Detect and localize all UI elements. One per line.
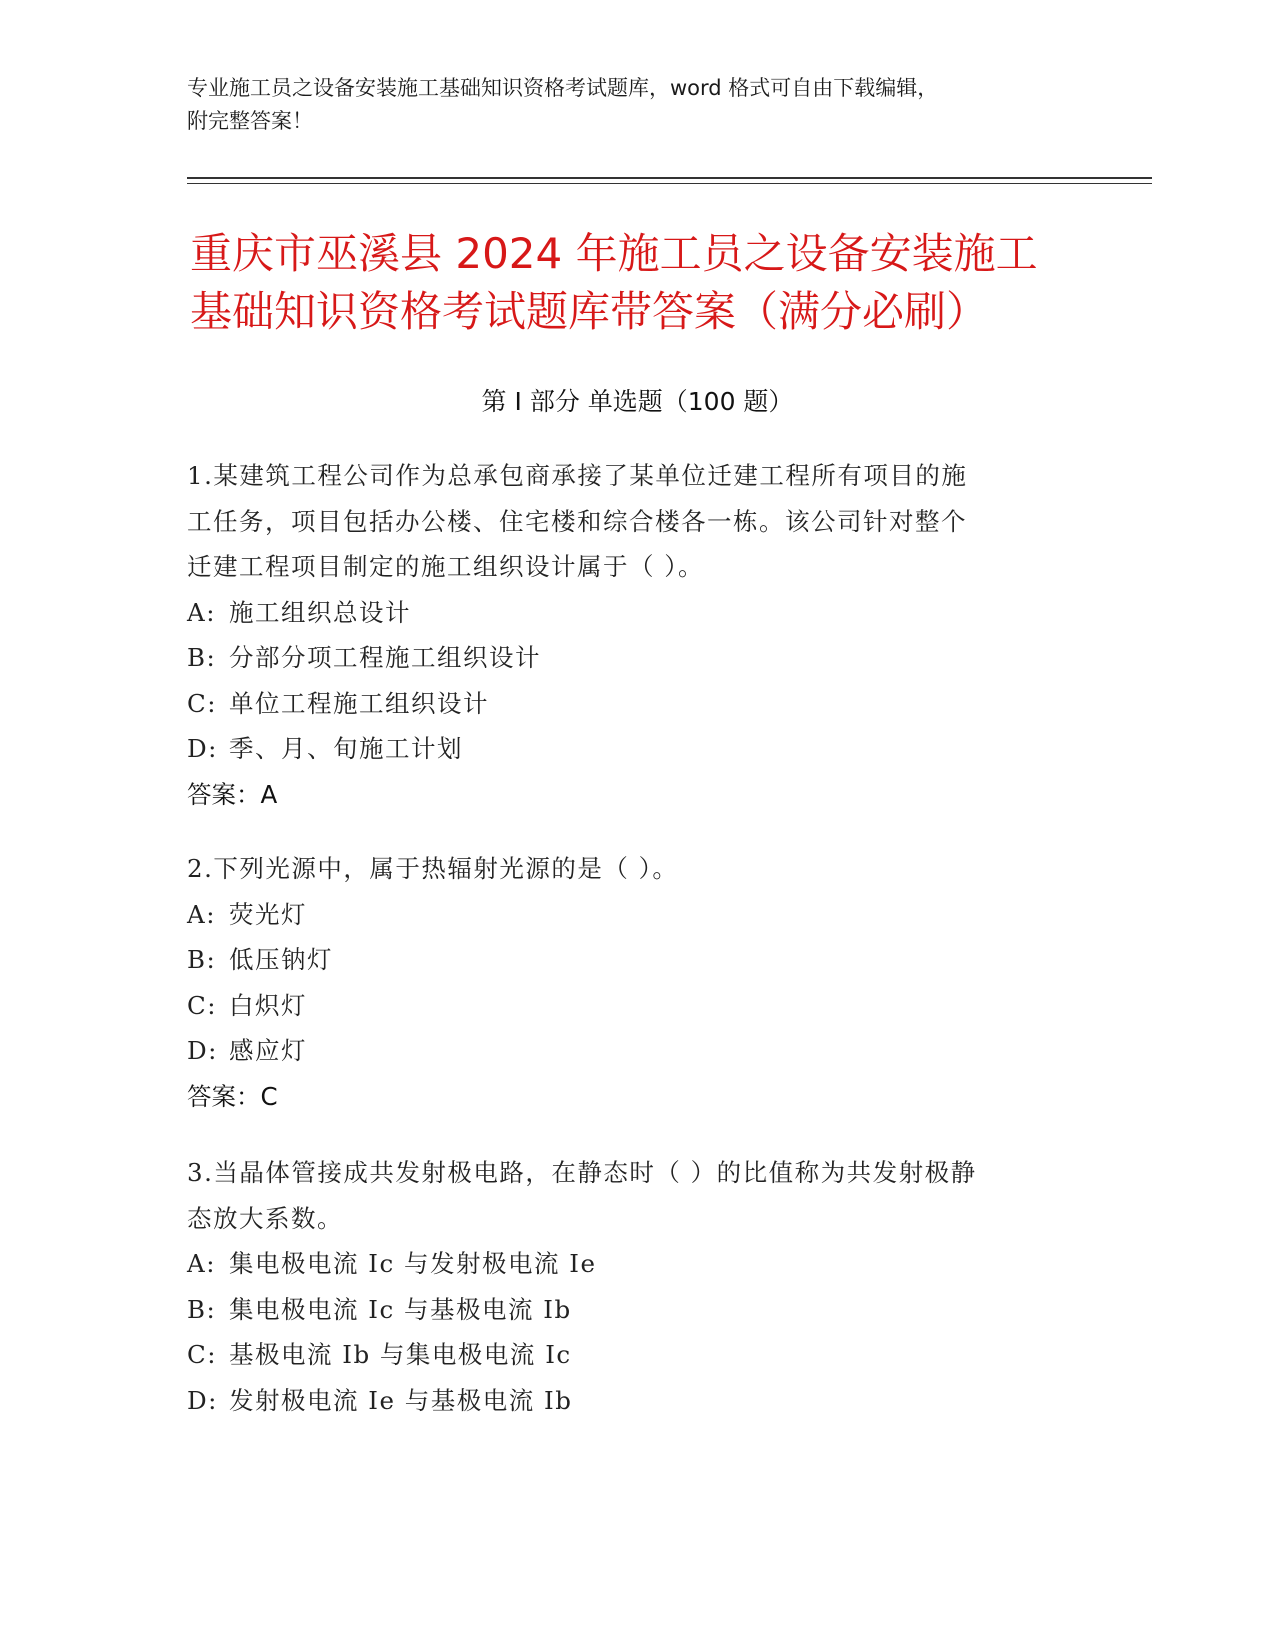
option-key: D:: [187, 1385, 218, 1415]
option-c: [187, 983, 1087, 1029]
option-b: [187, 635, 1087, 681]
question-stem-line: 迁建工程项目制定的施工组织设计属于（ ）。: [187, 552, 705, 581]
document-title-line-1: 重庆市巫溪县 2024 年施工员之设备安装施工: [190, 229, 1038, 278]
option-text: 集电极电流 Ic 与发射极电流 Ie: [229, 1249, 597, 1278]
header-note-line-2: 附完整答案！: [187, 109, 313, 133]
option-text: 季、月、旬施工计划: [229, 734, 463, 763]
option-text: 分部分项工程施工组织设计: [229, 643, 541, 672]
option-text: 施工组织总设计: [229, 597, 411, 627]
question-stem-line: 1.某建筑工程公司作为总承包商承接了某单位迁建工程所有项目的施: [187, 461, 968, 490]
option-key: B:: [187, 945, 217, 974]
option-key: A:: [187, 899, 216, 929]
option-text: 集电极电流 Ic 与基极电流 Ib: [229, 1294, 572, 1324]
option-d: [187, 1378, 1087, 1424]
answer-line: 答案：C: [187, 1081, 278, 1111]
option-key: A:: [187, 1249, 216, 1278]
answer-line: 答案：A: [187, 779, 278, 809]
option-b: [187, 937, 1087, 983]
question-stem-line: 3.当晶体管接成共发射极电路，在静态时（ ）的比值称为共发射极静: [187, 1158, 977, 1187]
option-a: [187, 892, 1087, 938]
question-stem-line: 工任务，项目包括办公楼、住宅楼和综合楼各一栋。该公司针对整个: [187, 506, 967, 536]
option-text: 发射极电流 Ie 与基极电流 Ib: [229, 1385, 573, 1415]
option-key: A:: [187, 597, 216, 627]
question-stem-line: 2.下列光源中，属于热辐射光源的是（ ）。: [187, 854, 679, 883]
header-divider-thin: [187, 183, 1152, 184]
question-1: [187, 453, 1087, 817]
section-heading: 第 I 部分 单选题（100 题）: [481, 387, 794, 416]
question-stem-line: 态放大系数。: [187, 1203, 343, 1233]
option-text: 基极电流 Ib 与集电极电流 Ic: [229, 1340, 572, 1369]
option-key: C:: [187, 990, 218, 1020]
option-b: [187, 1287, 1087, 1333]
option-key: C:: [187, 688, 218, 718]
option-key: D:: [187, 734, 218, 763]
document-title: [190, 225, 1110, 341]
option-key: D:: [187, 1036, 218, 1065]
document-title-line-2: 基础知识资格考试题库带答案（满分必刷）: [190, 287, 989, 336]
option-a: [187, 1241, 1087, 1287]
option-text: 感应灯: [229, 1036, 307, 1065]
option-a: [187, 590, 1087, 636]
option-key: B:: [187, 643, 217, 672]
option-d: [187, 1028, 1087, 1074]
option-text: 单位工程施工组织设计: [229, 688, 489, 718]
question-2: [187, 846, 1087, 1119]
option-c: [187, 681, 1087, 727]
option-text: 荧光灯: [229, 899, 307, 929]
question-3: [187, 1150, 1087, 1423]
option-key: B:: [187, 1294, 217, 1324]
header-divider-thick: [187, 177, 1152, 179]
option-d: [187, 726, 1087, 772]
option-text: 白炽灯: [229, 990, 307, 1020]
header-note-line-1: 专业施工员之设备安装施工基础知识资格考试题库，word 格式可自由下载编辑，: [187, 76, 939, 100]
option-c: [187, 1332, 1087, 1378]
option-text: 低压钠灯: [229, 945, 333, 974]
option-key: C:: [187, 1340, 218, 1369]
header-note: [187, 72, 1087, 138]
